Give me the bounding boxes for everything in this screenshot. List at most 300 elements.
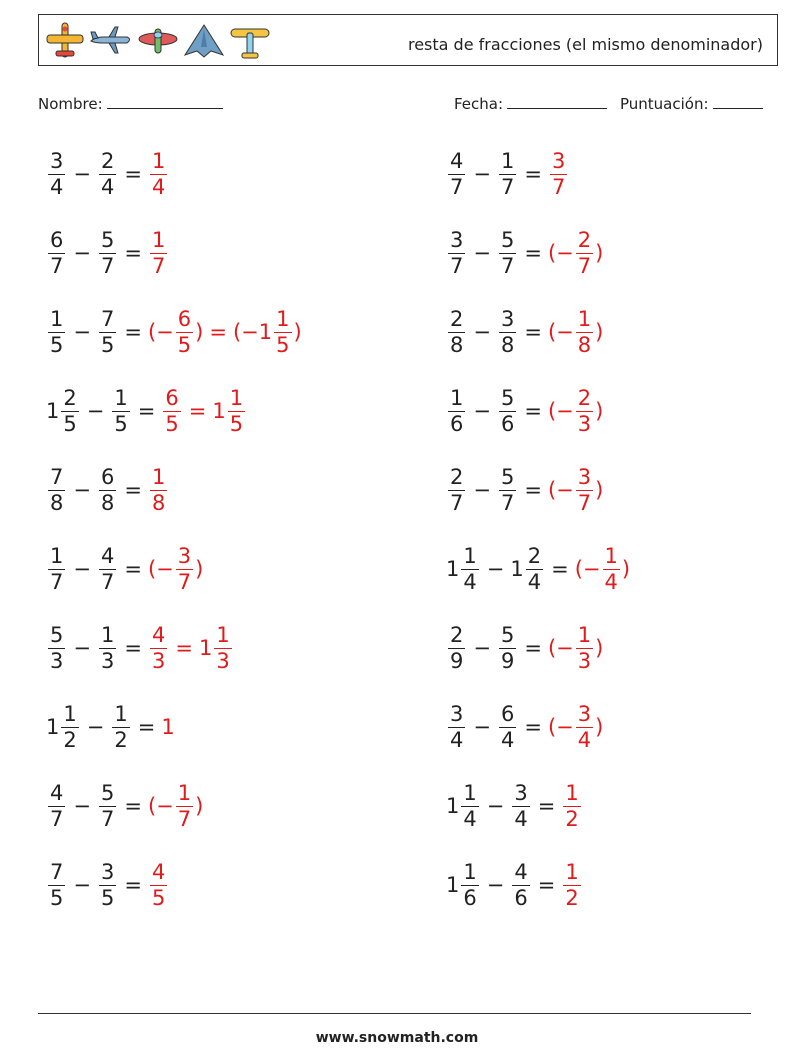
fraction bbox=[274, 307, 291, 356]
fraction bbox=[99, 623, 116, 672]
numerator: 4 bbox=[450, 149, 464, 174]
denominator: 6 bbox=[514, 885, 528, 910]
denominator: 7 bbox=[177, 806, 192, 831]
fraction bbox=[526, 544, 543, 593]
numerator: 1 bbox=[151, 465, 166, 490]
minus-sign: − bbox=[473, 162, 491, 186]
denominator: 7 bbox=[450, 490, 464, 515]
answer-value bbox=[548, 623, 603, 672]
equals-sign: = bbox=[537, 794, 556, 818]
open-paren: (− bbox=[147, 320, 174, 344]
close-paren: ) bbox=[595, 320, 604, 344]
numerator: 1 bbox=[50, 307, 64, 332]
fraction bbox=[150, 465, 167, 514]
answer-value bbox=[148, 623, 169, 672]
denominator: 7 bbox=[450, 174, 464, 199]
equals-sign: = bbox=[124, 794, 142, 818]
denominator: 6 bbox=[500, 411, 515, 436]
equals-sign: = bbox=[124, 557, 142, 581]
minus-sign: − bbox=[73, 557, 91, 581]
numerator: 6 bbox=[100, 465, 115, 490]
fraction bbox=[576, 702, 593, 751]
problem-1 bbox=[46, 142, 169, 206]
fraction bbox=[163, 386, 180, 435]
denominator: 2 bbox=[565, 806, 579, 831]
numerator: 4 bbox=[151, 623, 166, 648]
numerator: 3 bbox=[577, 465, 592, 490]
numerator: 1 bbox=[565, 781, 579, 806]
problem-16 bbox=[446, 695, 603, 759]
numerator: 3 bbox=[450, 702, 464, 727]
denominator: 8 bbox=[151, 490, 166, 515]
problem-14 bbox=[446, 616, 603, 680]
fraction bbox=[48, 781, 65, 830]
denominator: 5 bbox=[100, 332, 115, 357]
denominator: 5 bbox=[100, 885, 115, 910]
denominator: 7 bbox=[500, 174, 515, 199]
numerator: 1 bbox=[151, 149, 166, 174]
fraction bbox=[99, 307, 116, 356]
numerator: 1 bbox=[565, 860, 579, 885]
yellow-plane-icon bbox=[45, 21, 85, 61]
denominator: 7 bbox=[50, 253, 64, 278]
denominator: 5 bbox=[50, 332, 64, 357]
open-paren: (− bbox=[147, 557, 174, 581]
score-blank[interactable] bbox=[713, 94, 763, 109]
minus-sign: − bbox=[73, 794, 91, 818]
fraction bbox=[448, 149, 465, 198]
denominator: 4 bbox=[514, 806, 528, 831]
whole-number: 1 bbox=[510, 557, 524, 581]
fraction bbox=[99, 465, 116, 514]
open-paren: (− bbox=[547, 715, 574, 739]
numerator: 1 bbox=[216, 623, 230, 648]
answer-value bbox=[548, 307, 603, 356]
numerator: 1 bbox=[463, 781, 477, 806]
open-paren: (− bbox=[547, 320, 574, 344]
fraction bbox=[150, 228, 167, 277]
fraction bbox=[448, 228, 465, 277]
denominator: 6 bbox=[463, 885, 477, 910]
fraction bbox=[48, 623, 65, 672]
fraction bbox=[563, 781, 580, 830]
denominator: 2 bbox=[63, 727, 77, 752]
answer-value bbox=[548, 228, 603, 277]
answer-value bbox=[212, 386, 247, 435]
fraction bbox=[448, 307, 465, 356]
denominator: 7 bbox=[100, 806, 115, 831]
problem-4 bbox=[446, 221, 603, 285]
fraction bbox=[61, 386, 78, 435]
fraction bbox=[99, 781, 116, 830]
denominator: 7 bbox=[50, 806, 64, 831]
denominator: 7 bbox=[577, 253, 592, 278]
answer-value bbox=[148, 860, 169, 909]
numerator: 2 bbox=[450, 307, 464, 332]
name-field bbox=[38, 94, 223, 113]
open-paren: (− bbox=[232, 320, 259, 344]
answer-value bbox=[548, 149, 569, 198]
equals-sign: = bbox=[137, 715, 156, 739]
whole-number: 1 bbox=[161, 715, 175, 739]
denominator: 5 bbox=[63, 411, 77, 436]
problem-13 bbox=[46, 616, 234, 680]
problem-10 bbox=[446, 458, 603, 522]
denominator: 7 bbox=[500, 253, 515, 278]
minus-sign: − bbox=[73, 162, 91, 186]
numerator: 2 bbox=[450, 623, 464, 648]
fraction bbox=[112, 386, 129, 435]
denominator: 3 bbox=[50, 648, 64, 673]
denominator: 4 bbox=[500, 727, 515, 752]
close-paren: ) bbox=[195, 794, 204, 818]
date-label: Fecha: bbox=[454, 95, 504, 113]
numerator: 3 bbox=[577, 702, 592, 727]
equals-sign: = bbox=[188, 399, 207, 423]
fraction bbox=[448, 702, 465, 751]
numerator: 1 bbox=[151, 228, 166, 253]
numerator: 1 bbox=[114, 702, 128, 727]
numerator: 2 bbox=[63, 386, 77, 411]
minus-sign: − bbox=[73, 873, 91, 897]
denominator: 5 bbox=[50, 885, 64, 910]
close-paren: ) bbox=[621, 557, 631, 581]
fraction bbox=[48, 860, 65, 909]
fraction bbox=[499, 623, 516, 672]
equals-sign: = bbox=[124, 636, 142, 660]
numerator: 6 bbox=[50, 228, 64, 253]
fraction bbox=[48, 228, 65, 277]
close-paren: ) bbox=[595, 636, 604, 660]
denominator: 2 bbox=[114, 727, 128, 752]
open-paren: (− bbox=[547, 399, 574, 423]
numerator: 4 bbox=[100, 544, 115, 569]
fraction bbox=[461, 860, 478, 909]
denominator: 2 bbox=[565, 885, 579, 910]
denominator: 7 bbox=[100, 569, 115, 594]
open-paren: (− bbox=[547, 241, 574, 265]
problem-9 bbox=[46, 458, 169, 522]
minus-sign: − bbox=[486, 557, 505, 581]
open-paren: (− bbox=[547, 636, 574, 660]
minus-sign: − bbox=[73, 241, 91, 265]
fraction bbox=[176, 544, 193, 593]
numerator: 6 bbox=[177, 307, 192, 332]
denominator: 7 bbox=[151, 253, 166, 278]
numerator: 1 bbox=[463, 544, 477, 569]
fraction bbox=[150, 860, 167, 909]
close-paren: ) bbox=[195, 320, 204, 344]
minus-sign: − bbox=[73, 478, 91, 502]
equals-sign: = bbox=[524, 162, 542, 186]
answer-value bbox=[148, 781, 203, 830]
minus-sign: − bbox=[86, 399, 105, 423]
numerator: 5 bbox=[50, 623, 64, 648]
fraction bbox=[603, 544, 620, 593]
minus-sign: − bbox=[486, 873, 505, 897]
open-paren: (− bbox=[547, 478, 574, 502]
denominator: 7 bbox=[577, 490, 592, 515]
footer-site: www.snowmath.com bbox=[315, 1030, 479, 1046]
fraction bbox=[499, 307, 516, 356]
problem-15 bbox=[46, 695, 175, 759]
equals-sign: = bbox=[124, 873, 142, 897]
denominator: 4 bbox=[50, 174, 64, 199]
fraction bbox=[99, 544, 116, 593]
minus-sign: − bbox=[473, 320, 491, 344]
numerator: 1 bbox=[604, 544, 618, 569]
open-paren: (− bbox=[147, 794, 174, 818]
denominator: 8 bbox=[100, 490, 115, 515]
problem-7 bbox=[46, 379, 247, 443]
numerator: 1 bbox=[500, 149, 515, 174]
numerator: 2 bbox=[450, 465, 464, 490]
denominator: 4 bbox=[527, 569, 542, 594]
minus-sign: − bbox=[473, 715, 491, 739]
equals-sign: = bbox=[524, 241, 542, 265]
stealth-jet-icon bbox=[183, 21, 225, 61]
open-paren: (− bbox=[574, 557, 601, 581]
minus-sign: − bbox=[473, 478, 491, 502]
problem-11 bbox=[46, 537, 203, 601]
problem-3 bbox=[46, 221, 169, 285]
numerator: 3 bbox=[450, 228, 464, 253]
numerator: 5 bbox=[100, 228, 115, 253]
fraction bbox=[512, 781, 529, 830]
denominator: 3 bbox=[100, 648, 115, 673]
close-paren: ) bbox=[595, 478, 604, 502]
denominator: 5 bbox=[165, 411, 179, 436]
numerator: 6 bbox=[165, 386, 179, 411]
denominator: 3 bbox=[216, 648, 230, 673]
equals-sign: = bbox=[524, 715, 542, 739]
numerator: 3 bbox=[50, 149, 64, 174]
numerator: 1 bbox=[100, 623, 115, 648]
numerator: 5 bbox=[500, 623, 515, 648]
denominator: 8 bbox=[50, 490, 64, 515]
answer-value bbox=[548, 386, 603, 435]
numerator: 2 bbox=[100, 149, 115, 174]
equals-sign: = bbox=[209, 320, 227, 344]
denominator: 5 bbox=[114, 411, 128, 436]
minus-sign: − bbox=[473, 636, 491, 660]
fraction bbox=[448, 386, 465, 435]
denominator: 7 bbox=[450, 253, 464, 278]
equals-sign: = bbox=[124, 320, 142, 344]
fraction bbox=[112, 702, 129, 751]
numerator: 3 bbox=[500, 307, 515, 332]
numerator: 3 bbox=[177, 544, 192, 569]
denominator: 4 bbox=[151, 174, 166, 199]
problem-18 bbox=[446, 774, 583, 838]
denominator: 7 bbox=[177, 569, 192, 594]
whole-number: 1 bbox=[446, 557, 460, 581]
yellow-biplane-icon bbox=[229, 21, 271, 61]
whole-number: 1 bbox=[46, 399, 60, 423]
fraction bbox=[48, 307, 65, 356]
denominator: 3 bbox=[577, 648, 592, 673]
numerator: 5 bbox=[500, 386, 515, 411]
denominator: 9 bbox=[500, 648, 515, 673]
fraction bbox=[448, 623, 465, 672]
equals-sign: = bbox=[124, 478, 142, 502]
numerator: 1 bbox=[63, 702, 77, 727]
denominator: 4 bbox=[100, 174, 115, 199]
equals-sign: = bbox=[524, 320, 542, 344]
equals-sign: = bbox=[137, 399, 156, 423]
answer-value bbox=[561, 781, 582, 830]
date-blank[interactable] bbox=[507, 94, 607, 109]
denominator: 4 bbox=[463, 806, 477, 831]
score-label: Puntuación: bbox=[620, 95, 709, 113]
numerator: 1 bbox=[577, 307, 592, 332]
equals-sign: = bbox=[524, 478, 542, 502]
footer-divider bbox=[38, 1013, 751, 1014]
answer-value bbox=[233, 307, 302, 356]
fraction bbox=[512, 860, 529, 909]
answer-value bbox=[161, 386, 182, 435]
answer-value bbox=[161, 715, 174, 739]
problem-17 bbox=[46, 774, 203, 838]
answer-value bbox=[148, 228, 169, 277]
fraction bbox=[499, 149, 516, 198]
denominator: 5 bbox=[229, 411, 244, 436]
denominator: 7 bbox=[500, 490, 515, 515]
whole-number: 1 bbox=[46, 715, 60, 739]
fraction bbox=[99, 860, 116, 909]
numerator: 6 bbox=[500, 702, 515, 727]
fraction bbox=[228, 386, 245, 435]
fraction bbox=[576, 623, 593, 672]
minus-sign: − bbox=[73, 320, 91, 344]
fraction bbox=[576, 465, 593, 514]
worksheet-title: resta de fracciones (el mismo denominador) bbox=[407, 35, 763, 54]
numerator: 4 bbox=[151, 860, 166, 885]
minus-sign: − bbox=[473, 241, 491, 265]
close-paren: ) bbox=[595, 399, 604, 423]
minus-sign: − bbox=[86, 715, 105, 739]
fraction bbox=[99, 228, 116, 277]
fraction bbox=[448, 465, 465, 514]
denominator: 3 bbox=[151, 648, 166, 673]
fraction bbox=[499, 386, 516, 435]
fraction bbox=[48, 465, 65, 514]
numerator: 1 bbox=[463, 860, 477, 885]
minus-sign: − bbox=[473, 399, 491, 423]
close-paren: ) bbox=[195, 557, 204, 581]
numerator: 1 bbox=[276, 307, 290, 332]
close-paren: ) bbox=[595, 715, 604, 739]
numerator: 2 bbox=[577, 386, 592, 411]
numerator: 3 bbox=[514, 781, 528, 806]
red-green-plane-icon bbox=[137, 21, 179, 61]
name-label: Nombre: bbox=[38, 95, 103, 113]
numerator: 2 bbox=[527, 544, 542, 569]
numerator: 1 bbox=[114, 386, 128, 411]
blue-airliner-icon bbox=[89, 21, 133, 61]
fraction bbox=[576, 228, 593, 277]
answer-value bbox=[575, 544, 630, 593]
denominator: 7 bbox=[50, 569, 64, 594]
whole-number: 1 bbox=[446, 873, 460, 897]
problem-12 bbox=[446, 537, 630, 601]
answer-value bbox=[548, 465, 603, 514]
whole-number: 1 bbox=[212, 399, 226, 423]
denominator: 7 bbox=[100, 253, 115, 278]
fraction bbox=[48, 149, 65, 198]
fraction bbox=[499, 465, 516, 514]
minus-sign: − bbox=[486, 794, 505, 818]
denominator: 8 bbox=[450, 332, 464, 357]
whole-number: 1 bbox=[198, 636, 213, 660]
fraction bbox=[61, 702, 78, 751]
score-field bbox=[620, 94, 763, 113]
header-icons bbox=[45, 21, 271, 61]
denominator: 8 bbox=[500, 332, 515, 357]
date-field bbox=[454, 94, 607, 113]
numerator: 1 bbox=[177, 781, 192, 806]
denominator: 8 bbox=[577, 332, 592, 357]
answer-value bbox=[199, 623, 234, 672]
denominator: 3 bbox=[577, 411, 592, 436]
denominator: 9 bbox=[450, 648, 464, 673]
fraction bbox=[550, 149, 567, 198]
fraction bbox=[563, 860, 580, 909]
denominator: 4 bbox=[463, 569, 477, 594]
name-blank[interactable] bbox=[107, 94, 223, 109]
close-paren: ) bbox=[293, 320, 302, 344]
numerator: 7 bbox=[50, 465, 64, 490]
fraction bbox=[576, 386, 593, 435]
numerator: 7 bbox=[50, 860, 64, 885]
denominator: 6 bbox=[450, 411, 464, 436]
answer-value bbox=[148, 465, 169, 514]
fraction bbox=[176, 781, 193, 830]
equals-sign: = bbox=[551, 557, 569, 581]
answer-value bbox=[561, 860, 582, 909]
numerator: 3 bbox=[551, 149, 566, 174]
fraction bbox=[576, 307, 593, 356]
fraction bbox=[150, 623, 167, 672]
answer-value bbox=[148, 149, 169, 198]
fraction bbox=[150, 149, 167, 198]
problem-6 bbox=[446, 300, 603, 364]
answer-value bbox=[548, 702, 603, 751]
equals-sign: = bbox=[124, 162, 142, 186]
fraction bbox=[176, 307, 193, 356]
numerator: 5 bbox=[500, 465, 515, 490]
answer-value bbox=[148, 544, 203, 593]
minus-sign: − bbox=[73, 636, 91, 660]
denominator: 4 bbox=[450, 727, 464, 752]
numerator: 4 bbox=[514, 860, 528, 885]
answer-value bbox=[148, 307, 203, 356]
fraction bbox=[499, 702, 516, 751]
fraction bbox=[461, 781, 478, 830]
numerator: 1 bbox=[229, 386, 244, 411]
numerator: 5 bbox=[100, 781, 115, 806]
numerator: 2 bbox=[577, 228, 592, 253]
equals-sign: = bbox=[124, 241, 142, 265]
problem-5 bbox=[46, 300, 302, 364]
denominator: 5 bbox=[151, 885, 166, 910]
numerator: 1 bbox=[577, 623, 592, 648]
equals-sign: = bbox=[524, 399, 542, 423]
fraction bbox=[99, 149, 116, 198]
problem-19 bbox=[46, 853, 169, 917]
whole-number: 1 bbox=[446, 794, 460, 818]
problem-20 bbox=[446, 853, 583, 917]
